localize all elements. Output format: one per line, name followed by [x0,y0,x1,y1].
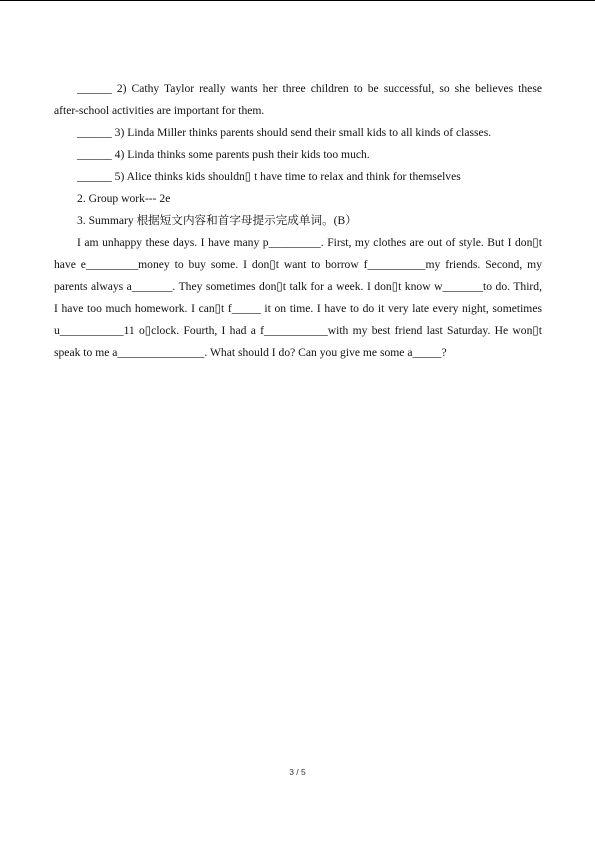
passage-line: parents always a_______. They sometimes don▯t talk for a week. I don▯t know w_______to do. Third, [54,280,542,293]
document-body [54,78,542,364]
passage-line: I have too much homework. I can▯t f_____ it on time. I have to do it very late every night, sometimes [54,302,542,315]
page-number: 3 / 5 [289,767,306,777]
exercise-item-2: ______ 2) Cathy Taylor really wants her three children to be successful, so she believes these [77,82,542,95]
exercise-item-2-continued: after-school activities are important for them. [54,104,265,117]
exercise-item-3: ______ 3) Linda Miller thinks parents should send their small kids to all kinds of classes. [77,126,492,139]
top-rule [0,0,595,1]
exercise-item-5: ______ 5) Alice thinks kids shouldn▯ t have time to relax and think for themselves [77,170,461,183]
passage-line: I am unhappy these days. I have many p_________. First, my clothes are out of style. But I don▯t [77,236,542,249]
passage-line: speak to me a_______________. What should I do? Can you give me some a_____? [54,346,447,359]
passage-line: have e_________money to buy some. I don▯t want to borrow f__________my friends. Second, my [54,258,542,271]
group-work-heading: 2. Group work--- 2e [77,192,171,205]
passage-line: u___________11 o▯clock. Fourth, I had a f___________with my best friend last Saturday. He won▯t [54,324,542,337]
exercise-item-4: ______ 4) Linda thinks some parents push their kids too much. [77,148,370,161]
summary-heading: 3. Summary 根据短文内容和首字母提示完成单词。(B） [77,214,357,227]
